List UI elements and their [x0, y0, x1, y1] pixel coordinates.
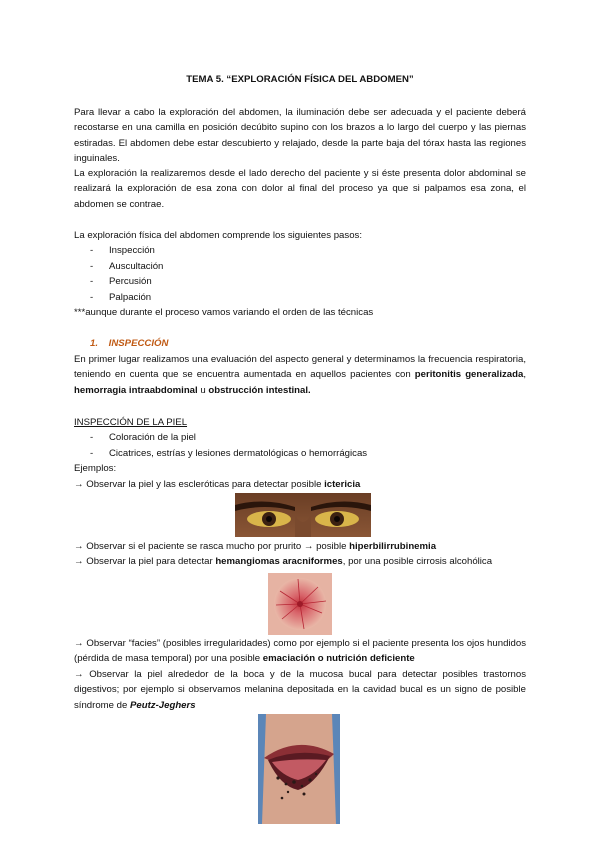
examples-block-2 [74, 539, 526, 570]
document-title: TEMA 5. “EXPLORACIÓN FÍSICA DEL ABDOMEN” [186, 74, 414, 85]
jaundice-eyes-photo [235, 493, 371, 537]
steps-lead: La exploración física del abdomen comprende los siguientes pasos: [74, 230, 362, 241]
example-1: → Observar la piel y las escleróticas para detectar posible ictericia [74, 478, 361, 490]
skin-item: - Cicatrices, estrías y lesiones dermatológicas o hemorrágicas [74, 446, 526, 461]
intro-paragraph-1: Para llevar a cabo la exploración del abdomen, la iluminación debe ser adecuada y el paciente deberá recostarse en una camilla en posición decúbito supino con los brazos a lo largo del cuerpo y las piernas estiradas. El abdomen debe estar descubierto y relajado, desde la parte baja del tórax hasta las regiones inguinales. [74, 107, 526, 165]
example-3: → Observar la piel para detectar hemangiomas aracniformes, por una posible cirrosis alcohólica [74, 556, 493, 568]
skin-block [74, 415, 526, 492]
examples-block-3 [74, 636, 526, 713]
section-heading-inspeccion [74, 336, 526, 351]
peutz-jeghers-mouth-photo [258, 714, 340, 824]
step-item: - Palpación [74, 290, 526, 305]
section-title: INSPECCIÓN [108, 338, 169, 349]
intro-paragraph-2: La exploración la realizaremos desde el lado derecho del paciente y si éste presenta dolor abdominal se realizará la exploración de esa zona con dolor al final del proceso ya que si palpamos esa zona, el abdomen se contrae. [74, 168, 526, 210]
inspection-paragraph: En primer lugar realizamos una evaluación del aspecto general y determinamos la frecuencia respiratoria, teniendo en cuenta que se encuentra aumentada en aquellos pacientes con peritonitis generalizada, hemorragia intraabdominal u obstrucción intestinal. [74, 354, 526, 396]
term-peritonitis: peritonitis generalizada [414, 369, 524, 381]
term-obstruccion: obstrucción intestinal. [208, 384, 311, 396]
steps-note: ***aunque durante el proceso vamos variando el orden de las técnicas [74, 307, 374, 319]
step-item: - Auscultación [74, 259, 526, 274]
example-4: → Observar “facies” (posibles irregularidades) como por ejemplo si el paciente presenta los ojos hundidos (pérdida de masa temporal) por una posible emaciación o nutrición deficiente [74, 638, 526, 665]
step-item: - Inspección [74, 243, 526, 258]
step-item: - Percusión [74, 274, 526, 289]
section-number: 1. [90, 338, 99, 349]
spider-angioma-photo [268, 573, 332, 635]
skin-subheading: INSPECCIÓN DE LA PIEL [74, 417, 188, 428]
term-hemorragia: hemorragia intraabdominal [74, 384, 198, 396]
examples-label: Ejemplos: [74, 463, 117, 475]
skin-item: - Coloración de la piel [74, 430, 526, 445]
example-2: → Observar si el paciente se rasca mucho por prurito → posible hiperbilirrubinemia [74, 541, 437, 552]
steps-block [74, 228, 526, 320]
example-5: → Observar la piel alrededor de la boca y de la mucosa bucal para detectar posibles trastornos digestivos; por ejemplo si observamos melanina depositada en la cavidad bucal es un signo de posible síndrome de Peutz-Jeghers [74, 668, 526, 711]
